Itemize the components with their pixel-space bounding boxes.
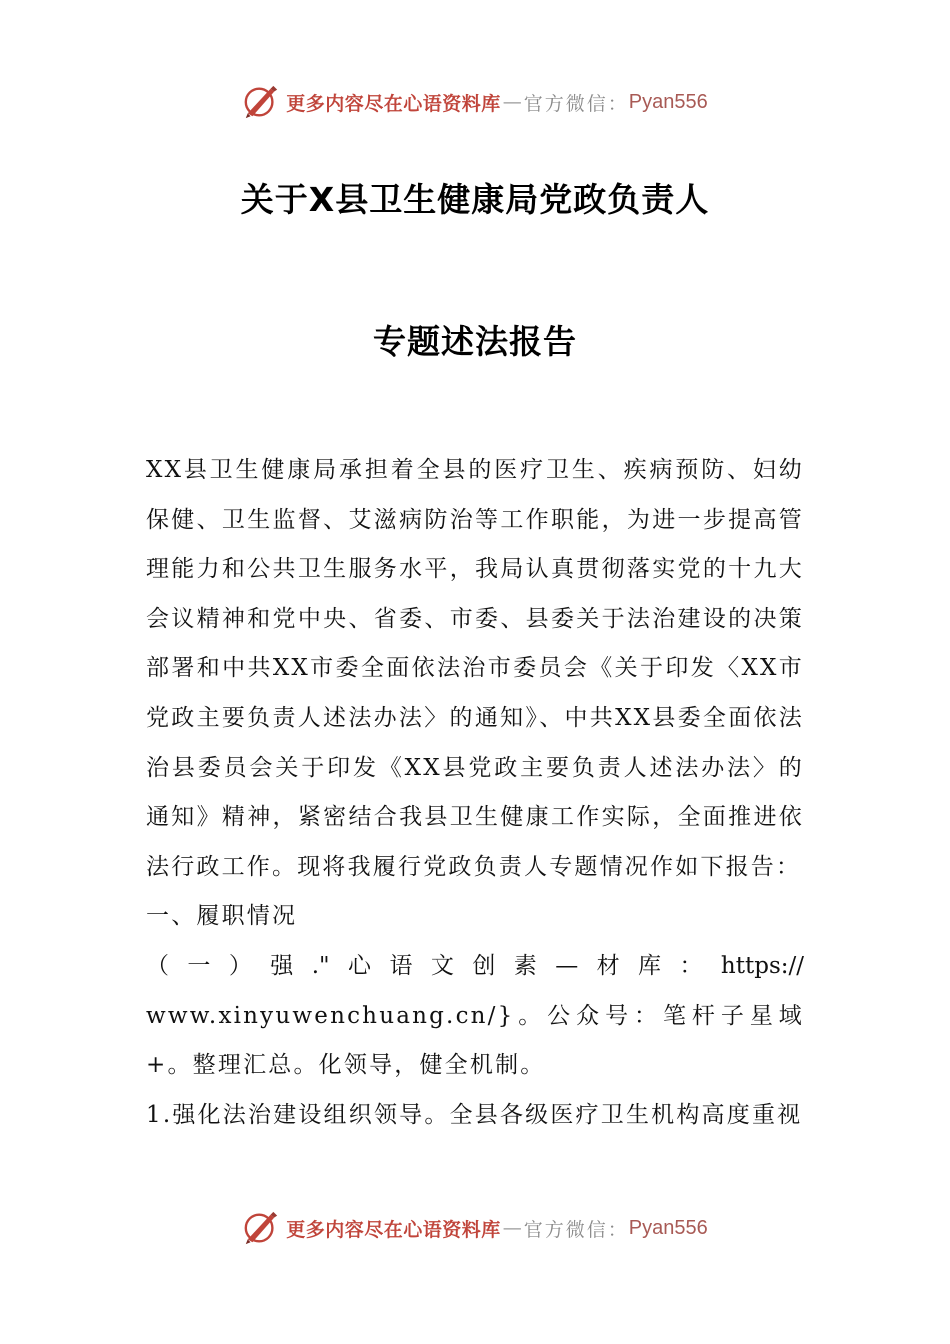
subsection-heading-continued: www.xinyuwenchuang.cn/}。公众号：笔杆子星域+。整理汇总。化领导，健全机制。 [146, 1002, 804, 1079]
watermark-banner-top [0, 80, 950, 124]
document-title-line-2: 专题述法报告 [373, 322, 577, 361]
pen-logo-icon [242, 83, 280, 121]
item-1-paragraph: 1.强化法治建设组织领导。全县各级医疗卫生机构高度重视 [146, 1101, 803, 1128]
banner-main-text: 更多内容尽在心语资料库 [286, 92, 501, 115]
banner-label: 官方微信： [523, 92, 629, 115]
watermark-banner-bottom [0, 1206, 950, 1250]
document-body [146, 446, 804, 1140]
banner-separator: — [502, 91, 522, 113]
banner-wechat-id: Pyan556 [628, 90, 708, 113]
intro-paragraph: XX县卫生健康局承担着全县的医疗卫生、疾病预防、妇幼保健、卫生监督、艾滋病防治等工作职能，为进一步提高管理能力和公共卫生服务水平，我局认真贯彻落实党的十九大会议精神和党中央、省委、市委、县委关于法治建设的决策部署和中共XX市委全面依法治市委员会《关于印发〈XX市党政主要负责人述法办法〉的通知》、中共XX县委全面依法治县委员会关于印发《XX县党政主要负责人述法办法〉的通知》精神，紧密结合我县卫生健康工作实际，全面推进依法行政工作。现将我履行党政负责人专题情况作如下报告： [146, 457, 804, 880]
banner-main-text: 更多内容尽在心语资料库 [286, 1218, 501, 1241]
banner-label: 官方微信： [523, 1218, 629, 1241]
section-heading: 一、履职情况 [146, 903, 298, 930]
document-title-line-1: 关于X县卫生健康局党政负责人 [240, 180, 710, 219]
pen-logo-icon [242, 1209, 280, 1247]
banner-wechat-id: Pyan556 [628, 1216, 708, 1239]
banner-separator: — [502, 1217, 522, 1239]
subsection-heading-line: （一）强."心语文创素—材库：https:// [146, 952, 804, 979]
